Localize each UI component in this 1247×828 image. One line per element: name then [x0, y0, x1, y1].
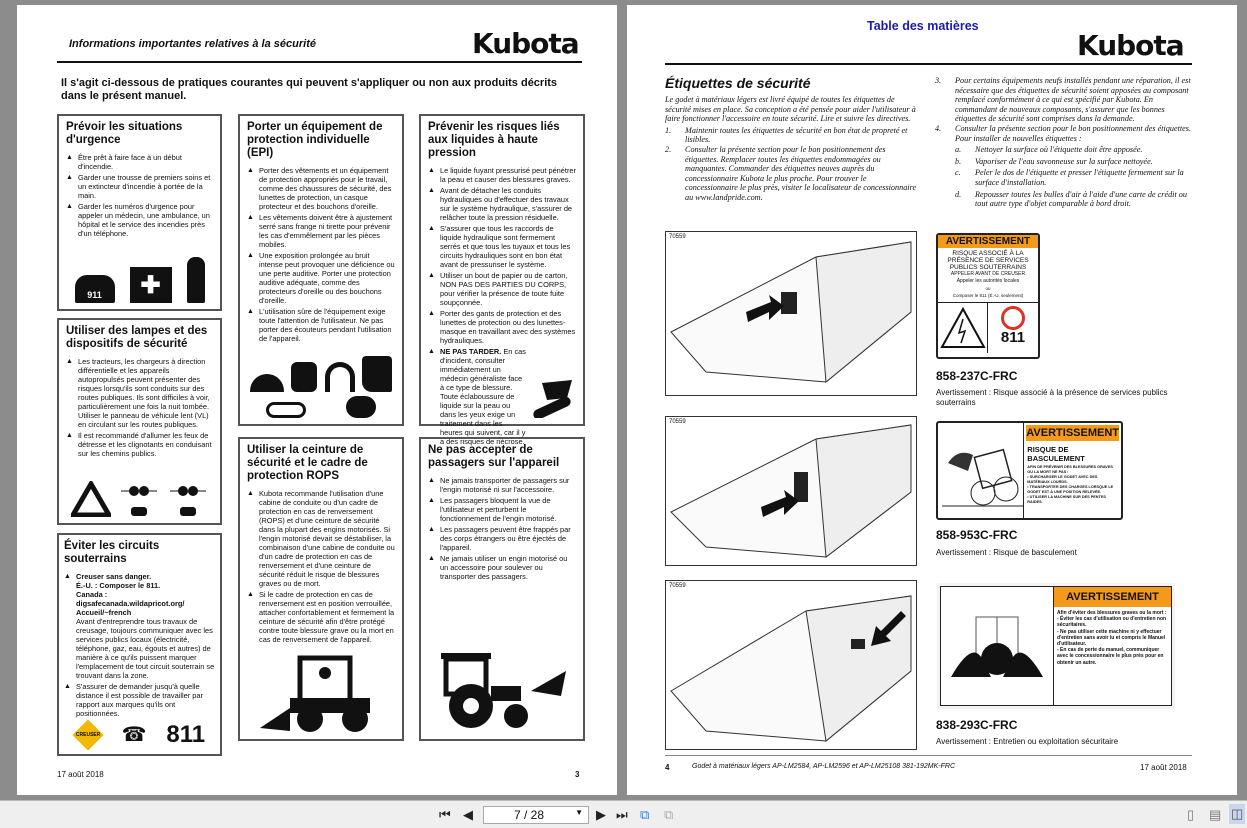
phone-icon: 911	[75, 275, 115, 303]
box-lights	[57, 318, 222, 525]
bucket-drawing	[666, 581, 916, 749]
section-title: Étiquettes de sécurité	[665, 75, 811, 91]
kubota-logo: Kubota	[472, 27, 579, 60]
decal-line: - Éviter les cas d'utilisation ou d'entretien non sécuritaires.	[1057, 616, 1167, 629]
box-high-pressure	[419, 114, 585, 446]
header-rule	[57, 61, 582, 63]
box-passengers	[419, 437, 585, 741]
step-number: 2.	[665, 144, 672, 154]
bold-line: Creuser sans danger.	[76, 572, 152, 581]
hazard-light-icon	[168, 481, 208, 517]
figure-id: 70559	[669, 419, 686, 425]
slow-vehicle-triangle-icon	[71, 481, 111, 517]
step-number: 4.	[935, 123, 942, 133]
decal-code: 838-293C-FRC	[936, 718, 1018, 732]
respirator-icon	[346, 396, 376, 418]
bold-line: É.-U. : Composer le 811.	[76, 581, 161, 590]
decal-858-237C	[936, 233, 1040, 359]
box-underground	[57, 533, 222, 756]
decal-line: PRÉSENCE DE SERVICES	[947, 257, 1029, 264]
decal-line: Composer le 811 (É.-U. seulement)	[952, 293, 1024, 298]
bullet: ▲ Si le cadre de protection en cas de renversement est en position verrouillée, attacher confortablement et fermement la ceinture de sécurité afin d'être protégé contre toute blessure grave ou la mort en cas de renversement de l'appareil.	[247, 590, 395, 644]
bullet: ▲ Les vêtements doivent être à ajustement serré sans frange ni tirette pour prévenir les cas d'emmêlement par les pièces mobiles.	[247, 213, 395, 249]
substep-letter: d.	[955, 189, 962, 199]
box-title: Porter un équipement de protection individuelle (EPI)	[247, 121, 383, 159]
811-label: 811	[1000, 329, 1026, 346]
tractor-passenger-icon	[436, 651, 571, 731]
goggles-icon	[266, 402, 306, 418]
decal-code: 858-237C-FRC	[936, 369, 1018, 383]
step-number: 1.	[665, 125, 672, 135]
bullet: ▲ Utiliser un bout de papier ou de carton, NON PAS DES PARTIES DU CORPS, pour vérifier la présence de toute fuite soupçonnée.	[428, 271, 576, 307]
step-text: Pour certains équipements neufs installés pendant une réparation, il est nécessaire que des étiquettes de sécurité soient apposées au composant remplacé conformément à ce qui est spécifié par Kubota. En commandant de nouveaux composants, s'assurer que les bonnes étiquettes de sécurité sont comprises dans la demande.	[955, 76, 1191, 124]
warning-header: AVERTISSEMENT	[1054, 587, 1171, 607]
two-page-view-icon[interactable]: ◫	[1229, 804, 1245, 824]
kubota-logo: Kubota	[1077, 29, 1184, 62]
continuous-view-icon[interactable]: ▤	[1209, 807, 1222, 822]
bold-line: Canada :	[76, 590, 108, 599]
boots-icon	[362, 356, 392, 392]
instructions-column-2	[935, 76, 1197, 209]
bucket-drawing	[666, 232, 916, 395]
box-title: Utiliser des lampes et des dispositifs de sécurité	[66, 325, 208, 350]
substep-text: Peler le dos de l'étiquette et presser l'étiquette fermement sur la surface d'installation.	[975, 168, 1184, 187]
decal-line: - Ne pas utiliser cette machine ni y effectuer d'entretien sans avoir lu et compris le Manuel d'utilisateur.	[1057, 628, 1166, 648]
tipping-loader-icon	[938, 423, 1024, 518]
hard-hat-icon	[250, 374, 284, 392]
hazard-light-icon	[119, 481, 159, 517]
bold-line: digsafecanada.wildapricot.org/ Accueil/~french	[76, 599, 185, 617]
bullet: ▲ Les tracteurs, les chargeurs à direction différentielle et les appareils autopropulsés peuvent présenter des risques lorsqu'ils sont conduits sur des routes publiques. Ils sont difficiles à voir, particulièrement une fois la nuit tombée. Utiliser le panneau de véhicule lent (VL) en circulant sur les routes publiques.	[66, 357, 213, 429]
footer-title: Godet à matériaux légers AP-LM2584, AP-LM2596 et AP-LM25108 381-192MK-FRC	[692, 763, 956, 770]
next-view-icon[interactable]: ⧉	[664, 807, 674, 822]
chevron-down-icon: ▼	[575, 808, 583, 817]
bullet: ▲ Les passagers bloquent la vue de l'utilisateur et perturbent le fonctionnement de l'engin motorisé.	[428, 496, 576, 523]
glove-icon	[291, 362, 317, 392]
decal-line: Appeler les autorités locales	[956, 278, 1020, 284]
intro-text: Le godet à matériaux légers est livré équipé de toutes les étiquettes de sécurité mises en place. Sa conception a été pensée pour aider l'utilisateur à faire fonctionner l'accessoire en toute sécurité. Lire et suivre les directives.	[665, 95, 916, 124]
page-field-value: 7 / 28	[514, 808, 545, 822]
box-emergency	[57, 114, 222, 311]
last-page-button[interactable]: ⏭	[616, 807, 628, 822]
decal-line: • TRANSPORTER DES CHARGES LORSQUE LE GODET EST À UNE POSITION RELEVÉE.	[1027, 485, 1114, 494]
substep-letter: b.	[955, 156, 962, 166]
right-page	[627, 5, 1237, 795]
decal-heading: RISQUE DE BASCULEMENT	[1027, 445, 1085, 463]
decal-858-953C	[936, 421, 1123, 520]
decal-line: PUBLICS SOUTERRAINS	[949, 264, 1027, 271]
decal-line: Afin d'éviter des blessures graves ou la mort :	[1057, 610, 1167, 616]
step-text: Consulter la présente section pour le bon positionnement des étiquettes. Remplacer toutes les étiquettes endommagées ou manquantes. Commander des étiquettes neuves auprès du concessionnaire Kubota le plus proche. Pour trouver le concessionnaire le plus près, visiter le localisateur de concessionnaire au www.landpride.com.	[685, 144, 917, 202]
header-rule	[665, 63, 1192, 65]
decal-line: ou	[985, 286, 991, 291]
decal-838-293C	[940, 586, 1172, 706]
section-header: Informations importantes relatives à la sécurité	[69, 38, 316, 50]
no-digging-icon	[1001, 306, 1025, 330]
decal-caption: Avertissement : Risque associé à la présence de services publics souterrains	[936, 388, 1168, 407]
box-title: Prévoir les situations d'urgence	[66, 121, 183, 146]
footer-date: 17 août 2018	[57, 770, 104, 779]
decal-line: AFIN DE PRÉVENIR DES BLESSURES GRAVES OU LA MORT NE PAS :	[1027, 465, 1113, 474]
box-title: Prévenir les risques liés aux liquides à haute pression	[428, 121, 560, 159]
viewer-toolbar	[0, 800, 1247, 828]
bucket-drawing	[666, 417, 916, 565]
electric-hazard-icon	[938, 303, 988, 353]
substep-text: Nettoyer la surface où l'étiquette doit être apposée.	[975, 145, 1143, 155]
bullet: ▲ S'assurer que tous les raccords de liquide hydraulique sont fermement serrés et que tous les tuyaux et tous les circuits hydrauliques sont en bon état avant de pressuriser le système.	[428, 224, 576, 269]
decal-line: - En cas de perte du manuel, communiquer avec le concessionnaire le plus près pour en obtenir un autre.	[1057, 647, 1164, 666]
reading-manual-icon	[941, 587, 1054, 705]
figure-id: 70559	[669, 583, 686, 589]
step-text: Consulter la présente section pour le bon positionnement des étiquettes. Pour installer de nouvelles étiquettes :	[955, 123, 1192, 143]
decal-caption: Avertissement : Entretien ou exploitation sécuritaire	[936, 737, 1119, 746]
bullet: ▲ Porter des vêtements et un équipement de protection appropriés pour le travail, comme des chaussures de sécurité, des lunettes de protection, un casque protecteur et des bouchons d'oreille.	[247, 166, 395, 211]
bullet: ▲ L'utilisation sûre de l'équipement exige toute l'attention de l'utilisateur. Ne pas porter des écouteurs pendant l'utilisation de l'appareil.	[247, 307, 395, 343]
step-text: Maintenir toutes les étiquettes de sécurité en bon état de propreté et lisibles.	[685, 125, 908, 145]
box-title: Éviter les circuits souterrains	[64, 540, 160, 565]
decal-line: • SURCHARGER LE GODET AVEC DES MATÉRIAUX LOURDS.	[1027, 475, 1098, 484]
bullet: ▲ Ne jamais transporter de passagers sur l'engin motorisé ni sur l'accessoire.	[428, 476, 576, 494]
bullet: ▲ Ne jamais utiliser un engin motorisé ou un accessoire pour soulever ou transporter des passagers.	[428, 554, 576, 581]
fire-extinguisher-icon	[187, 257, 205, 303]
warning-header: AVERTISSEMENT	[938, 235, 1038, 248]
bucket-figure-2	[665, 416, 917, 566]
bullet: ▲ S'assurer de demander jusqu'à quelle distance il est possible de travailler par rapport aux marques qu'ils ont positionnées.	[64, 682, 215, 718]
page-selector[interactable]	[483, 806, 589, 824]
bullet: ▲ Avant de détacher les conduits hydrauliques ou d'effectuer des travaux sur le système hydraulique, s'assurer de relâcher toute la pression résiduelle.	[428, 186, 576, 222]
page-number: 4	[665, 763, 670, 772]
first-aid-kit-icon: ✚	[130, 267, 172, 303]
bullet: Avant d'entreprendre tous travaux de creusage, toujours communiquer avec les services publics locaux (électricité, téléphone, gaz, eau, égouts et autres) de manière à ce qu'ils puissent marquer l'emplacement de tout circuit souterrain se trouvant dans la zone.	[76, 617, 215, 680]
substep-letter: a.	[955, 145, 962, 155]
bullet: ▲ Kubota recommande l'utilisation d'une cabine de conduite ou d'un cadre de protection en cas de renversement (ROPS) et d'une ceinture de sécurité dans la plupart des engins motorisés. Si l'engin motorisé devait se déstabiliser, la combinaison d'une cabine de conduite ou d'un cadre de protection en cas de renversement et d'une ceinture de sécurité réduit le risque de blessures graves ou de mort.	[247, 489, 395, 588]
box-ppe	[238, 114, 404, 426]
bullet: ▲ Les passagers peuvent être frappés par des corps étrangers ou être éjectés de l'appareil.	[428, 525, 576, 552]
bullet: ▲ Une exposition prolongée au bruit intense peut provoquer une déficience ou une perte auditive. Porter une protection auditive adéquate, comme des protecteurs d'oreille ou des bouchons d'oreille.	[247, 251, 395, 305]
previous-page-button[interactable]: ◀	[463, 807, 473, 822]
call-icon: ☎	[121, 724, 147, 746]
next-page-button[interactable]: ▶	[596, 807, 606, 822]
bucket-figure-1	[665, 231, 917, 396]
page-number: 3	[575, 770, 580, 779]
dig-sign-icon: CREUSER	[72, 719, 103, 750]
footer-date: 17 août 2018	[1140, 763, 1187, 772]
bold-line: NE PAS TARDER.	[440, 347, 502, 356]
instructions-column	[665, 75, 919, 203]
footer-rule	[665, 755, 1192, 756]
box-title: Utiliser la ceinture de sécurité et le cadre de protection ROPS	[247, 444, 368, 482]
rops-loader-icon	[260, 653, 380, 733]
figure-id: 70559	[669, 234, 686, 240]
bullet: ▲ Garder les numéros d'urgence pour appeler un médecin, une ambulance, un hôpital et le service des incendies près d'un téléphone.	[66, 202, 213, 238]
811-label: 811	[166, 721, 206, 748]
single-page-view-icon[interactable]: ▯	[1187, 807, 1195, 822]
bucket-figure-3	[665, 580, 917, 750]
decal-line: • UTILISER LA MACHINE SUR DES PENTES RAIDES.	[1027, 495, 1106, 504]
step-number: 3.	[935, 76, 942, 85]
decal-code: 858-953C-FRC	[936, 528, 1018, 542]
box-title: Ne pas accepter de passagers sur l'appareil	[428, 444, 560, 469]
bullet: ▲ Il est recommandé d'allumer les feux de détresse et les clignotants en conduisant sur les chemins publics.	[66, 431, 213, 458]
warning-header: AVERTISSEMENT	[1026, 427, 1119, 439]
bullet: ▲ Porter des gants de protection et des lunettes de protection ou des lunettes-masque en travaillant avec des systèmes hydrauliques.	[428, 309, 576, 345]
substep-text: Repousser toutes les bulles d'air à l'aide d'une carte de crédit ou tout autre type d'objet comparable à bord droit.	[975, 189, 1187, 209]
left-page	[17, 5, 617, 795]
bullet: ▲ Être prêt à faire face à un début d'incendie.	[66, 153, 213, 171]
hand-hose-icon	[527, 378, 577, 418]
substep-text: Vaporiser de l'eau savonneuse sur la surface nettoyée.	[975, 156, 1153, 166]
bullet: En cas d'incident, consulter immédiatement un médecin généraliste face à ce type de blessure. Toute éclaboussure de liquide sur la peau ou dans les yeux exige un traitement dans les heures qui suivent, car il y a des risques de nécrose.	[440, 347, 526, 446]
box-rops	[238, 437, 404, 741]
intro-text: Il s'agit ci-dessous de pratiques courantes qui peuvent s'appliquer ou non aux produits décrits dans le présent manuel.	[61, 77, 558, 102]
decal-caption: Avertissement : Risque de basculement	[936, 548, 1077, 557]
bullet: ▲ Le liquide fuyant pressurisé peut pénétrer la peau et causer des blessures graves.	[428, 166, 576, 184]
bullet: ▲ Garder une trousse de premiers soins et un extincteur d'incendie à portée de la main.	[66, 173, 213, 200]
decal-line: APPELER AVANT DE CREUSER	[950, 271, 1026, 277]
first-page-button[interactable]: ⏮	[439, 807, 451, 822]
decal-line: RISQUE ASSOCIÉ À LA	[952, 250, 1024, 257]
substep-letter: c.	[955, 168, 961, 178]
previous-view-icon[interactable]: ⧉	[640, 807, 650, 822]
toc-link[interactable]: Table des matières	[867, 19, 979, 33]
ear-muffs-icon	[325, 362, 355, 392]
